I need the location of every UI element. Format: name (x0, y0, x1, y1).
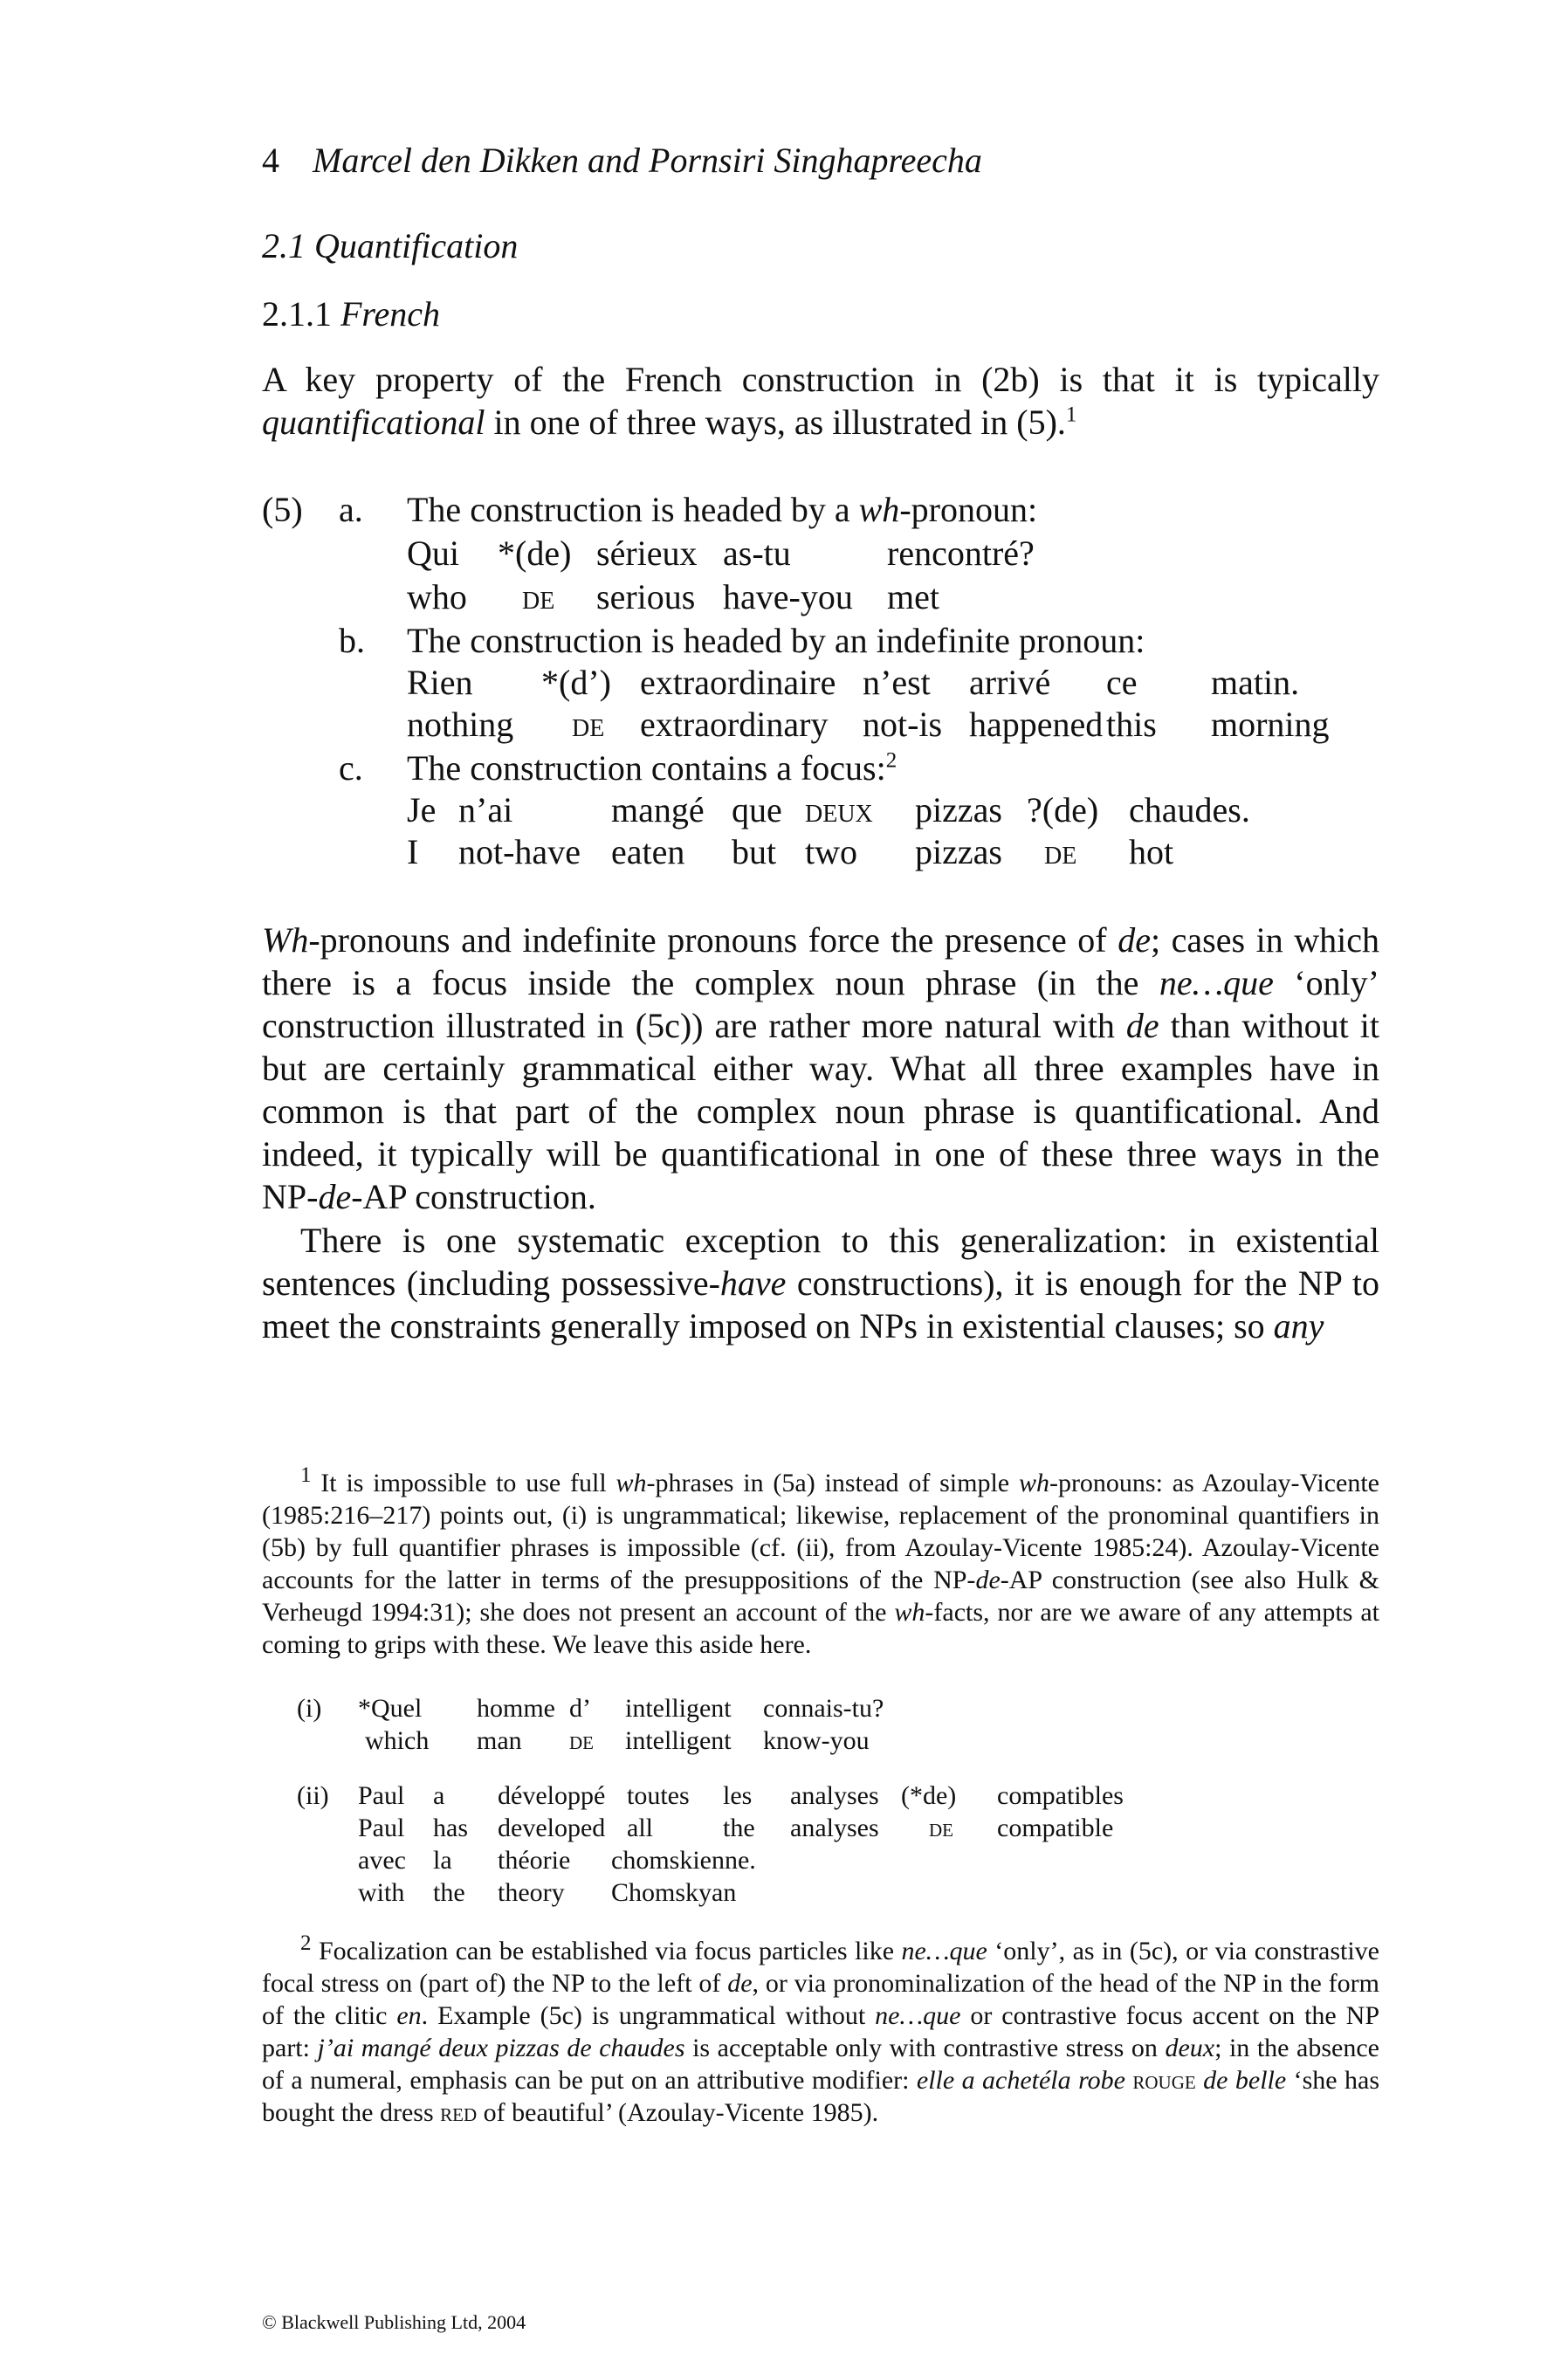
body-paragraph (262, 919, 1379, 1218)
text-span: -pronouns and indefinite pronouns force the presence of (308, 920, 1118, 960)
subsection-number: 2.1.1 (262, 294, 332, 334)
text-span: . Example (5c) is ungrammatical without (421, 2001, 876, 2030)
text-span: any (1273, 1306, 1324, 1346)
text-span: ‘she has bought the dress (262, 2066, 1379, 2127)
gloss-word: with (358, 1878, 405, 1907)
intro-paragraph (262, 358, 1379, 444)
authors: Marcel den Dikken and Pornsiri Singhapreecha (313, 141, 982, 180)
example-word: compatibles (997, 1781, 1124, 1810)
text-span: There is one systematic exception to this generalization: in existential sentences (including possessive- (262, 1221, 1379, 1303)
gloss-word: which (365, 1726, 430, 1755)
gloss-word: Chomskyan (611, 1878, 737, 1907)
text-span: wh (894, 1598, 925, 1627)
gloss-word: know-you (763, 1726, 870, 1755)
text-span: de (975, 1566, 1001, 1594)
text-span: de (318, 1177, 352, 1216)
example-word: (*de) (901, 1781, 957, 1810)
gloss-word: has (433, 1814, 468, 1842)
gloss-word: the (433, 1878, 465, 1907)
example-word: arrivé (969, 663, 1051, 702)
gloss-word: not-have (458, 832, 581, 871)
gloss-word: pizzas (915, 832, 1002, 871)
example-word: homme (477, 1694, 555, 1723)
section-number: 2.1 (262, 226, 306, 265)
example-letter-a: a. (339, 490, 363, 529)
text-span: deux (1165, 2034, 1215, 2062)
text-span: -facts, nor are we aware of any attempts at coming to grips with these. We leave this aside here. (262, 1598, 1379, 1659)
example-word: développé (498, 1781, 606, 1810)
example-letter-b: b. (339, 621, 365, 660)
footnote-1 (262, 1463, 1380, 1661)
gloss-word: this (1106, 705, 1157, 744)
gloss-word: de (1044, 832, 1077, 871)
text-span: de belle (1195, 2066, 1287, 2095)
gloss-word: developed (498, 1814, 606, 1842)
example-word: n’est (863, 663, 931, 702)
example-word: intelligent (625, 1694, 732, 1723)
example-word: matin. (1211, 663, 1300, 702)
gloss-word: I (407, 832, 419, 871)
gloss-word: Paul (358, 1814, 405, 1842)
gloss-word: but (732, 832, 777, 871)
text-span: -phrases in (5a) instead of simple (646, 1469, 1019, 1497)
gloss-word: not-is (863, 705, 943, 744)
gloss-word: morning (1211, 705, 1330, 744)
example-word: avec (358, 1846, 406, 1875)
example-word: rencontré? (887, 533, 1035, 573)
text-span: quantificational (262, 403, 485, 442)
example-word: toutes (627, 1781, 690, 1810)
text-span: wh (616, 1469, 647, 1497)
gloss-word: de (522, 577, 555, 616)
footnote-2 (262, 1931, 1380, 2129)
text-span: A key property of the French construction in (2b) is that it is typically (262, 360, 1379, 399)
text-span: red (440, 2098, 478, 2127)
page-number: 4 (262, 141, 279, 180)
example-word: la (433, 1846, 452, 1875)
gloss-word: analyses (790, 1814, 879, 1842)
text-span: in one of three ways, as illustrated in (5). (485, 403, 1066, 442)
footnote-marker-2[interactable]: 2 (885, 748, 897, 773)
gloss-word: happened (969, 705, 1104, 744)
text-span: Focalization can be established via focus particles like (311, 1937, 902, 1965)
example-word: *Quel (358, 1694, 423, 1723)
example-word: pizzas (915, 790, 1002, 829)
example-word: *(d’) (541, 663, 611, 702)
text-span: , or via pronominalization of the head of the NP in the form of the clitic (262, 1969, 1379, 2030)
text-span: -AP construction. (351, 1177, 596, 1216)
example-letter-c: c. (339, 748, 363, 788)
section-title: Quantification (314, 226, 519, 265)
example-word: Rien (407, 663, 473, 702)
section-heading (262, 225, 518, 266)
footnote-marker-1[interactable]: 1 (1065, 403, 1077, 427)
example-word: ?(de) (1027, 790, 1099, 829)
text-span: ; cases in which there is a focus inside the complex noun phrase (in the (262, 920, 1380, 1002)
gloss-word: met (887, 577, 939, 616)
gloss-word: have-you (723, 577, 853, 616)
subsection-heading (262, 293, 440, 334)
example-word: sérieux (596, 533, 698, 573)
example-label: (i) (297, 1694, 322, 1723)
example-word: connais-tu? (763, 1694, 884, 1723)
subsection-title: French (340, 294, 441, 334)
example-label: (ii) (297, 1781, 329, 1810)
text-span: or contrastive focus accent on the NP part: (262, 2001, 1380, 2062)
example-number: (5) (262, 490, 303, 529)
text-span: ne…que (875, 2001, 961, 2030)
gloss-word: serious (596, 577, 696, 616)
gloss-word: de (569, 1726, 594, 1755)
copyright-notice: © Blackwell Publishing Ltd, 2004 (262, 2311, 526, 2333)
gloss-word: nothing (407, 705, 514, 744)
text-span: The construction contains a focus: (407, 748, 886, 788)
text-span: de (1118, 920, 1151, 960)
text-span: rouge (1132, 2066, 1196, 2095)
text-span: de (727, 1969, 753, 1998)
running-head (262, 140, 982, 181)
example-word: d’ (569, 1694, 591, 1723)
example-word: analyses (790, 1781, 879, 1810)
text-span: constructions), it is enough for the NP to meet the constraints generally imposed on NPs in existential clauses; so (262, 1263, 1379, 1346)
example-word: que (732, 790, 782, 829)
text-span: Wh (262, 920, 309, 960)
example-word: chomskienne. (611, 1846, 756, 1875)
text-span: than without it but are certainly grammatical either way. What all three examples have in common is that part of the complex noun phrase is quantificational. And indeed, it typically will be quantificational in one of these three ways in the NP- (262, 1006, 1379, 1216)
gloss-word: intelligent (625, 1726, 732, 1755)
text-span: -AP construction (see also Hulk & Verheugd 1994:31); she does not present an account of the (262, 1566, 1380, 1627)
example-word: Qui (407, 533, 459, 573)
text-span: ; in the absence of a numeral, emphasis can be put on an attributive modifier: (262, 2034, 1379, 2095)
example-word: chaudes. (1129, 790, 1250, 829)
example-c-description (407, 747, 897, 788)
footnote-mark: 1 (300, 1463, 312, 1487)
text-span: ‘only’ construction illustrated in (5c)) are rather more natural with (262, 963, 1380, 1045)
text-span: have (719, 1263, 787, 1303)
text-span: en (396, 2001, 422, 2030)
gloss-word: compatible (997, 1814, 1114, 1842)
text-span: j’ai mangé deux pizzas de chaudes (317, 2034, 685, 2062)
text-span: is acceptable only with contrastive stress on (684, 2034, 1166, 2062)
footnote-mark: 2 (300, 1931, 312, 1955)
example-word: théorie (498, 1846, 571, 1875)
example-word: a (433, 1781, 445, 1810)
example-word: deux (805, 790, 873, 829)
example-word: les (723, 1781, 753, 1810)
text-span: wh (1018, 1469, 1049, 1497)
text-span: ‘only’, as in (5c), or via constrastive focal stress on (part of) the NP to the left of (262, 1937, 1379, 1998)
example-word: Je (407, 790, 437, 829)
gloss-word: who (407, 577, 467, 616)
gloss-word: de (572, 705, 605, 744)
example-b-description: The construction is headed by an indefinite pronoun: (407, 621, 1145, 660)
text-span: ne…que (901, 1937, 987, 1965)
example-word: Paul (358, 1781, 405, 1810)
text-span: de (1125, 1006, 1159, 1045)
gloss-word: man (477, 1726, 522, 1755)
example-word: mangé (611, 790, 705, 829)
gloss-word: eaten (611, 832, 685, 871)
example-word: as-tu (723, 533, 791, 573)
example-word: ce (1106, 663, 1138, 702)
text-span: It is impossible to use full (311, 1469, 616, 1497)
example-word: extraordinaire (640, 663, 836, 702)
example-a-description (407, 489, 1037, 530)
text-span: -pronouns: as Azoulay-Vicente (1985:216–217) points out, (i) is ungrammatical; likewise, replacement of the pronominal quantifiers in (5b) by full quantifier phrases is impossible (cf. (ii), from Azoulay-Vicente 1985:24). Azoulay-Vicente accounts for the latter in terms of the presuppositions of the NP- (262, 1469, 1379, 1594)
body-paragraph (262, 1219, 1379, 1347)
gloss-word: hot (1129, 832, 1174, 871)
text-span: The construction is headed by a (407, 490, 859, 529)
text-span: elle a achetéla robe (916, 2066, 1133, 2095)
example-word: *(de) (498, 533, 572, 573)
example-word: n’ai (458, 790, 513, 829)
gloss-word: the (723, 1814, 755, 1842)
text-span: of beautiful’ (Azoulay-Vicente 1985). (477, 2098, 879, 2127)
text-span: -pronoun: (899, 490, 1038, 529)
text-span: ne…que (1159, 963, 1274, 1002)
gloss-word: de (929, 1814, 953, 1842)
gloss-word: extraordinary (640, 705, 829, 744)
gloss-word: theory (498, 1878, 565, 1907)
gloss-word: all (627, 1814, 653, 1842)
gloss-word: two (805, 832, 857, 871)
text-span: wh (858, 490, 900, 529)
